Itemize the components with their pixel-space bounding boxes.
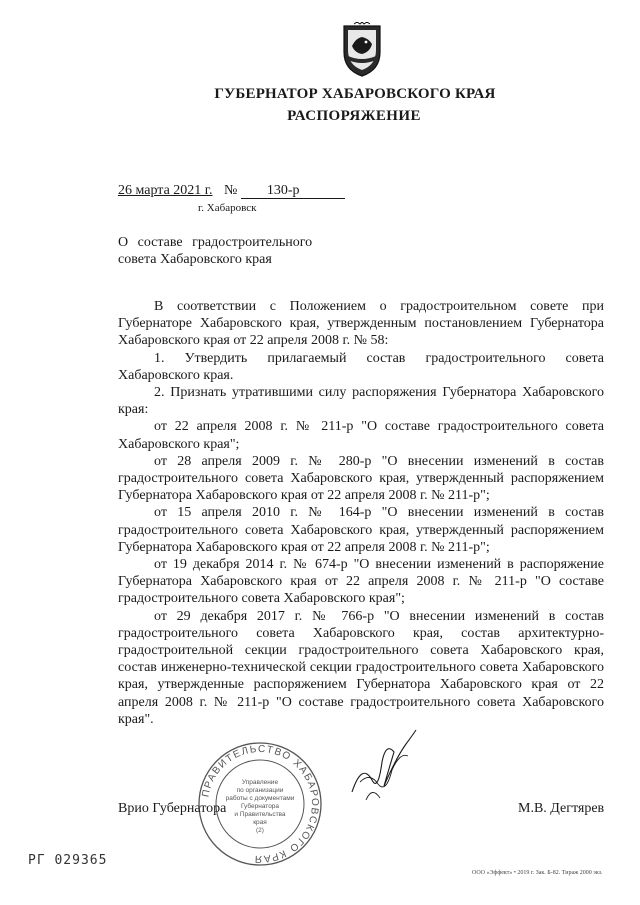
document-type: РАСПОРЯЖЕНИЕ [287,108,421,124]
paragraph: 2. Признать утратившими силу распоряжения Губернатора Хабаровского края: [118,385,604,418]
date-number-line [118,183,345,199]
svg-text:по организации: по организации [236,787,284,794]
document-body [118,298,604,728]
paragraph: от 15 апреля 2010 г. № 164-р "О внесении изменений в состав градостроительного совета Хабаровского края, утвержденный распоряжением Губернатора Хабаровского края от 22 апреля 2008 г. № 211-р"; [118,505,604,555]
svg-text:работы с документами: работы с документами [225,795,295,802]
subject-line-2: совета Хабаровского края [118,252,272,267]
signatory-position: Врио Губернатора [118,801,227,816]
paragraph: В соответствии с Положением о градостроительном совете при Губернаторе Хабаровского края, утвержденным постановлением Губернатора Хабаровского края от 22 апреля 2008 г. № 58: [118,299,604,349]
paragraph: от 19 декабря 2014 г. № 674-р "О внесении изменений в распоряжение Губернатора Хабаровского края от 22 апреля 2008 г. № 211-р "О составе градостроительного совета Хабаровского края"; [118,557,604,607]
svg-text:и Правительства: и Правительства [234,811,286,818]
svg-text:ПРАВИТЕЛЬСТВО ХАБАРОВСКОГО КРА: ПРАВИТЕЛЬСТВО ХАБАРОВСКОГО КРАЯ [200,743,321,865]
document-date: 26 марта 2021 г. [118,183,213,198]
paragraph: от 22 апреля 2008 г. № 211-р "О составе градостроительного совета Хабаровского края"; [118,419,604,452]
printing-note: ООО «Эффект» • 2019 г. Зак. Б-82. Тираж 2000 экз. [472,870,603,876]
coat-of-arms-icon [340,22,384,78]
document-number: 130-р [241,184,345,199]
signatory-name: М.В. Дегтярев [518,801,605,816]
number-label: № [223,183,238,198]
svg-text:Губернатора: Губернатора [240,803,280,810]
subject-line-1: О составе градостроительного [118,235,313,250]
svg-text:края: края [253,819,267,826]
issuer-title: ГУБЕРНАТОР ХАБАРОВСКОГО КРАЯ [214,86,496,102]
document-subject [118,234,312,268]
city: г. Хабаровск [198,202,257,214]
registration-number: РГ 029365 [28,853,108,868]
svg-text:(2): (2) [256,827,264,834]
svg-text:Управление: Управление [241,779,279,786]
paragraph: от 28 апреля 2009 г. № 280-р "О внесении изменений в состав градостроительного совета Хабаровского края, утвержденный распоряжением Губернатора Хабаровского края от 22 апреля 2008 г. № 211-р"; [118,453,604,504]
paragraph: 1. Утвердить прилагаемый состав градостроительного совета Хабаровского края. [118,350,604,383]
handwritten-signature [342,722,422,808]
paragraph: от 29 декабря 2017 г. № 766-р "О внесении изменений в состав градостроительного совета Хабаровского края, состав архитектурно-градостроительной секции градостроительного совета Хабаровского края, состав инженерно-технической секции градостроительного совета Хабаровского края, утвержденные распоряжением Губернатора Хабаровского края от 22 апреля 2008 г. № 211-р "О составе градостроительного совета Хабаровского края". [118,608,604,727]
